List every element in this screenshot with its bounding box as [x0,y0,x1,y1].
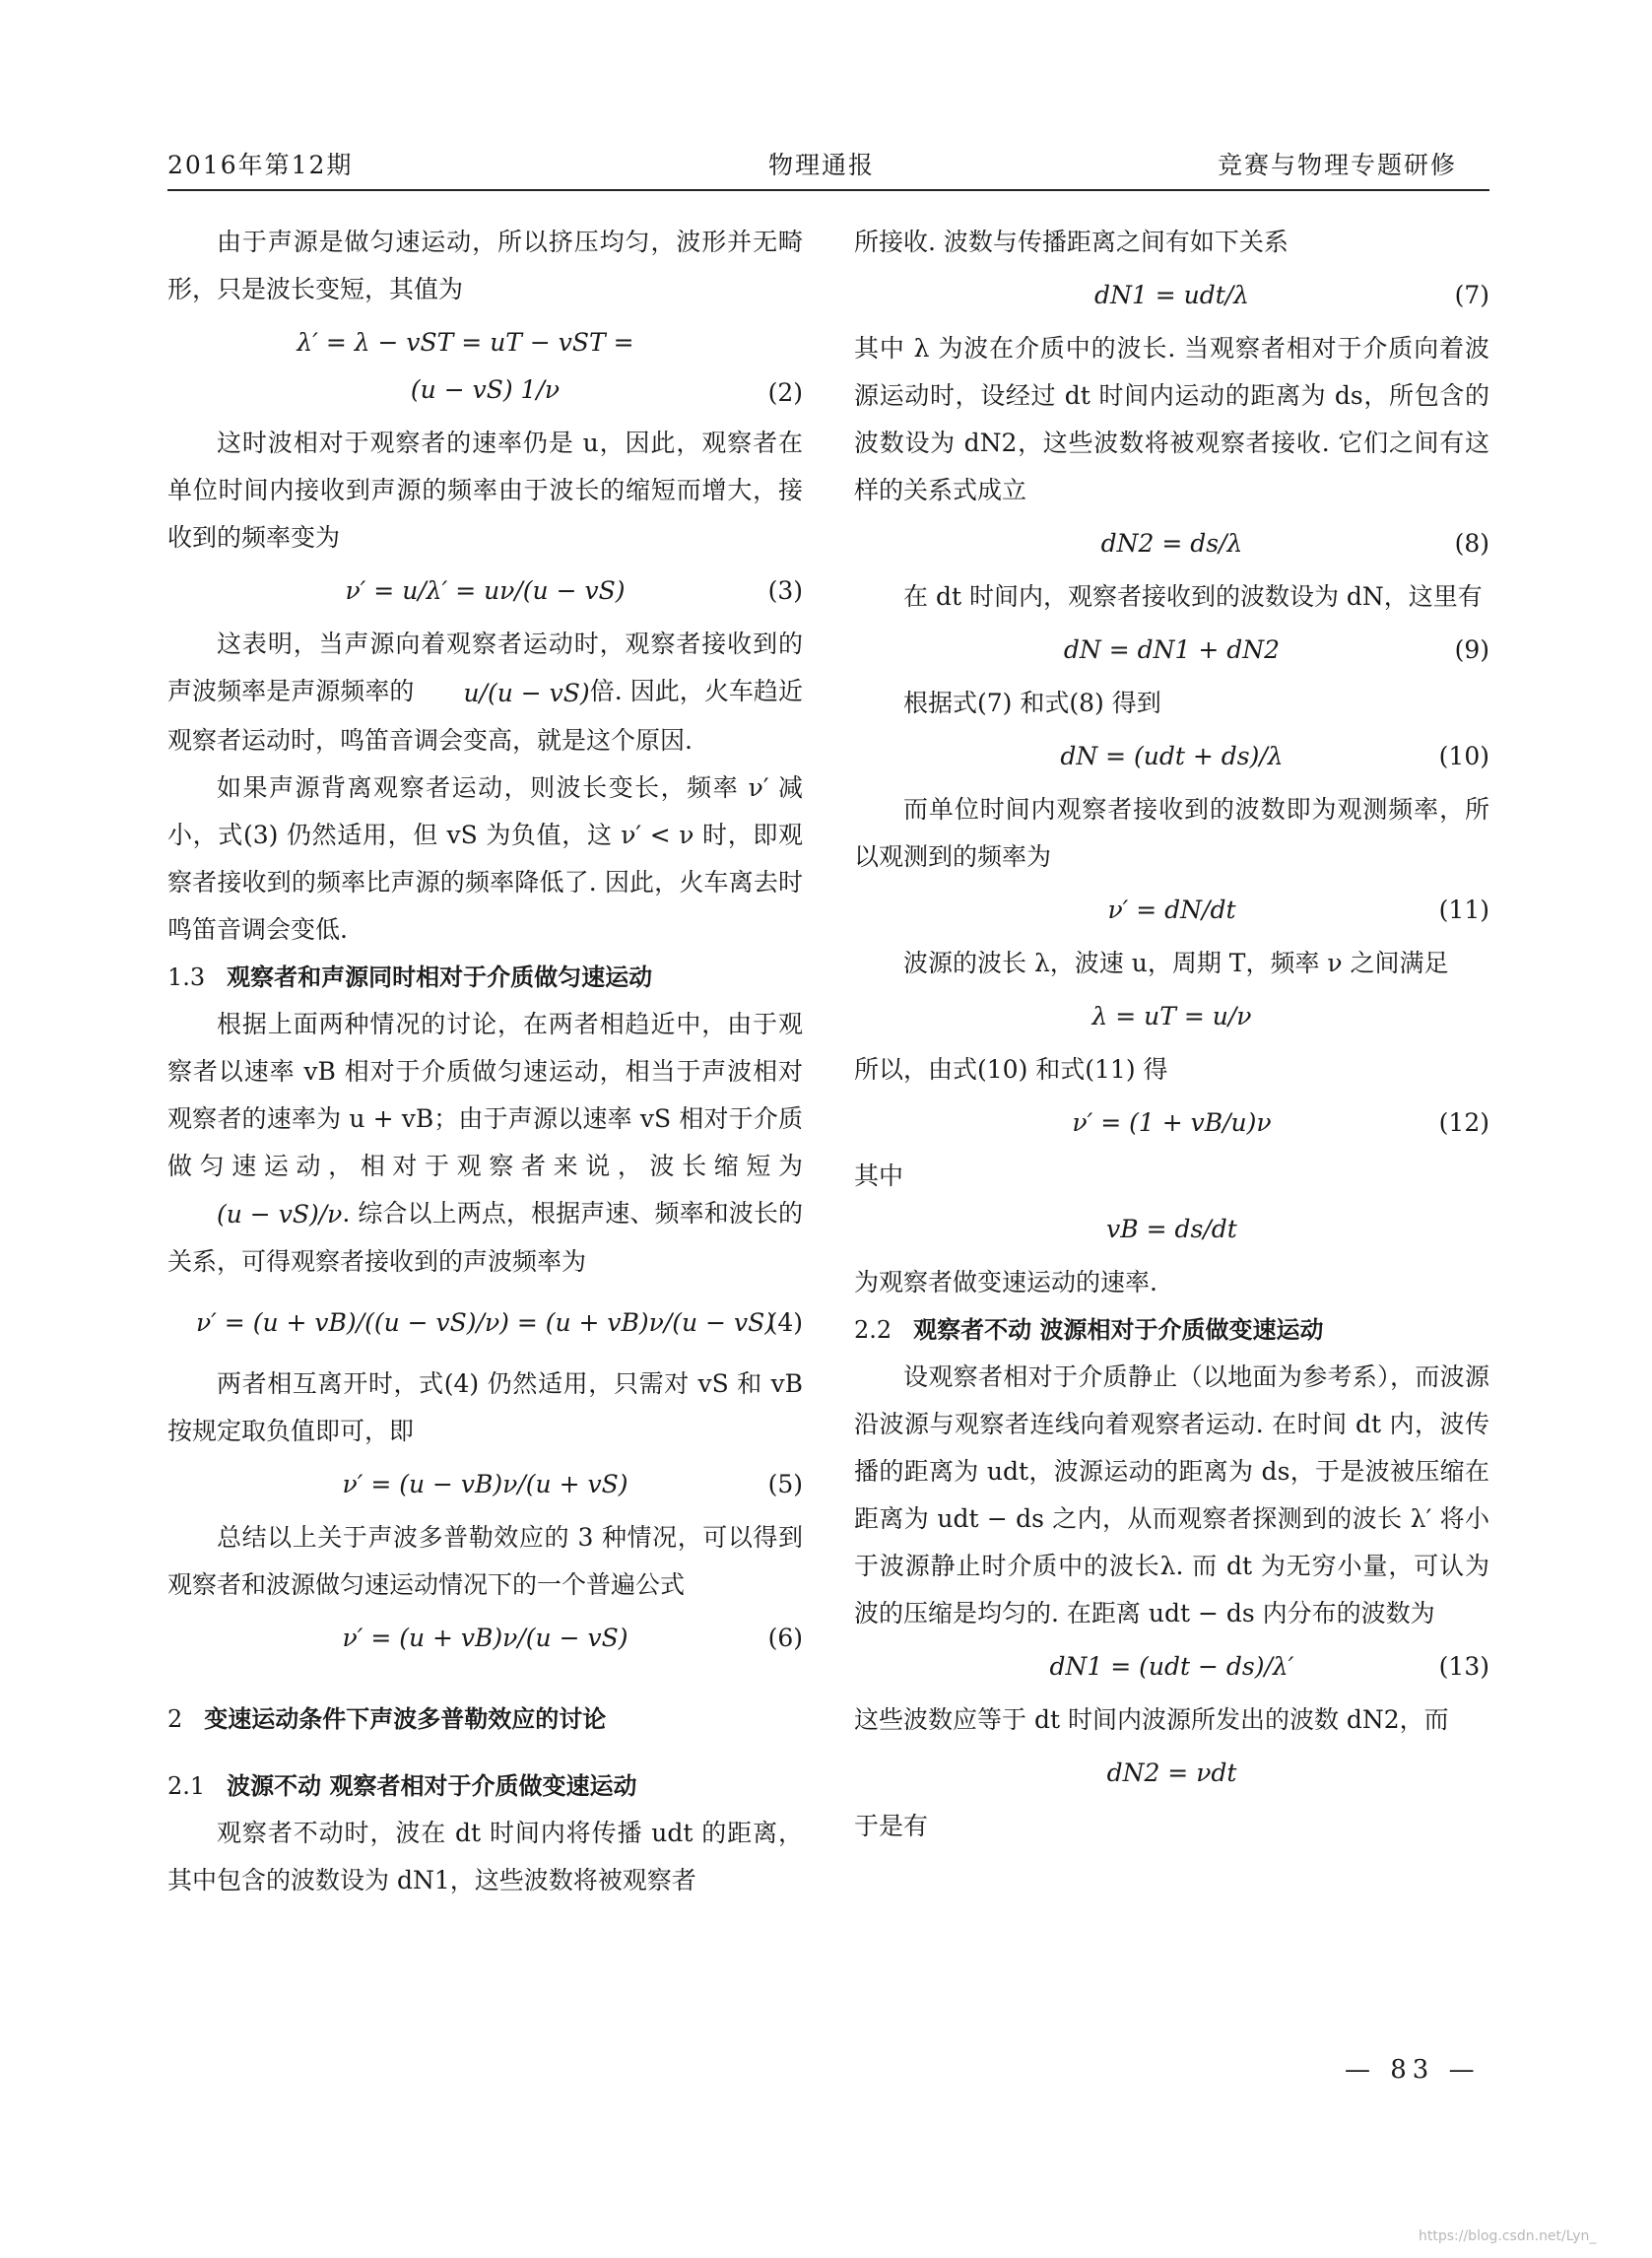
paragraph: 所以，由式(10) 和式(11) 得 [854,1055,1168,1084]
paragraph: 总结以上关于声波多普勒效应的 3 种情况，可以得到观察者和波源做匀速运动情况下的一个普遍公式 [167,1523,803,1599]
equation-8: dN2 = ds/λ (8) [1100,529,1489,558]
equation-7: dN1 = udt/λ (7) [1093,281,1489,309]
paragraph: 如果声源背离观察者运动，则波长变长，频率 ν′ 减小，式(3) 仍然适用，但 vS 为负值，这 ν′ < ν 时，即观察者接收到的频率比声源的频率降低了. 因此，火车离去时鸣笛音调会变低. [167,772,803,944]
paragraph: 设观察者相对于介质静止（以地面为参考系），而波源沿波源与观察者连线向着观察者运动. 在时间 dt 内，波传播的距离为 udt，波源运动的距离为 ds，于是波被压缩在距离为 udt − ds 之内，从而观察者探测到的波长 λ′ 将小于波源静止时介质中的波长λ. 而 dt 为无穷小量，可认为波的压缩是均匀的. 在距离 udt − ds 内分布的波数为 [854,1362,1489,1627]
left-column [167,219,803,1904]
paragraph: 所接收. 波数与传播距离之间有如下关系 [854,228,1289,256]
paragraph: 于是有 [854,1812,929,1840]
equation-3: ν′ = u/λ′ = uν/(u − vS) (3) [345,576,803,605]
paragraph: 由于声源是做匀速运动，所以挤压均匀，波形并无畸形，只是波长变短，其值为 [167,228,803,303]
paragraph: 其中 λ 为波在介质中的波长. 当观察者相对于介质向着波源运动时，设经过 dt 时间内运动的距离为 ds，所包含的波数设为 dN2，这些波数将被观察者接收. 它们之间有这样的关系式成立 [854,334,1489,504]
section-heading: 2.1 波源不动 观察者相对于介质做变速运动 [167,1772,637,1800]
paragraph: 观察者不动时，波在 dt 时间内将传播 udt 的距离，其中包含的波数设为 dN1，这些波数将被观察者 [167,1819,803,1894]
equation-lambda: λ = uT = u/ν [1091,1002,1252,1030]
equation-11: ν′ = dN/dt (11) [1107,896,1489,924]
section-heading: 1.3 观察者和声源同时相对于介质做匀速运动 [167,963,653,991]
header-rule [167,189,1489,191]
header-journal: 物理通报 [768,151,876,179]
equation-13: dN1 = (udt − ds)/λ′ (13) [1049,1652,1489,1681]
equation-dn2: dN2 = νdt [1106,1759,1237,1787]
right-column [854,219,1489,1850]
section-heading: 2.2 观察者不动 波源相对于介质做变速运动 [854,1316,1324,1344]
paragraph: 这些波数应等于 dt 时间内波源所发出的波数 dN2，而 [854,1705,1449,1734]
paragraph: 两者相互离开时，式(4) 仍然适用，只需对 vS 和 vB 按规定取负值即可，即 [167,1369,803,1445]
equation-10: dN = (udt + ds)/λ (10) [1060,742,1489,770]
paragraph: 这时波相对于观察者的速率仍是 u，因此，观察者在单位时间内接收到声源的频率由于波长的缩短而增大，接收到的频率变为 [167,429,803,552]
paragraph: 而单位时间内观察者接收到的波数即为观测频率，所以观测到的频率为 [854,795,1489,871]
equation-12: ν′ = (1 + vB/u)ν (12) [1072,1108,1489,1137]
equation-vb: vB = ds/dt [1106,1215,1237,1243]
equation-6: ν′ = (u + vB)ν/(u − vS) (6) [342,1624,803,1652]
equation-4: ν′ = (u + vB)/((u − vS)/ν) = (u + vB)ν/(u − vS) (4) [195,1308,803,1337]
page-number: — 83 — [1345,2055,1481,2085]
section-heading: 2 变速运动条件下声波多普勒效应的讨论 [167,1705,607,1733]
equation-5: ν′ = (u − vB)ν/(u + vS) (5) [342,1470,803,1498]
paragraph: 这表明，当声源向着观察者运动时，观察者接收到的声波频率是声源频率的 u/(u − vS)倍. 因此，火车趋近观察者运动时，鸣笛音调会变高，就是这个原因. [167,630,803,755]
header-section: 竞赛与物理专题研修 [1218,151,1458,179]
watermark: https://blog.csdn.net/Lyn_ [1419,2228,1597,2244]
paragraph: 波源的波长 λ，波速 u，周期 T，频率 ν 之间满足 [903,949,1449,977]
paragraph: 其中 [854,1162,904,1190]
paragraph: 根据上面两种情况的讨论，在两者相趋近中，由于观察者以速率 vB 相对于介质做匀速运动，相当于声波相对观察者的速率为 u + vB；由于声源以速率 vS 相对于介质做匀速运动，相对于观察者来说，波长缩短为(u − vS)/ν. 综合以上两点，根据声速、频率和波长的关系，可得观察者接收到的声波频率为 [167,1009,803,1276]
equation-9: dN = dN1 + dN2 (9) [1063,635,1489,664]
paragraph: 根据式(7) 和式(8) 得到 [903,689,1161,717]
paragraph: 为观察者做变速运动的速率. [854,1268,1157,1296]
paragraph: 在 dt 时间内，观察者接收到的波数设为 dN，这里有 [903,582,1483,611]
equation-2: λ′ = λ − vST = uT − vST = (u − vS) 1/ν (2) [297,328,803,407]
header-issue: 2016年第12期 [167,151,354,179]
